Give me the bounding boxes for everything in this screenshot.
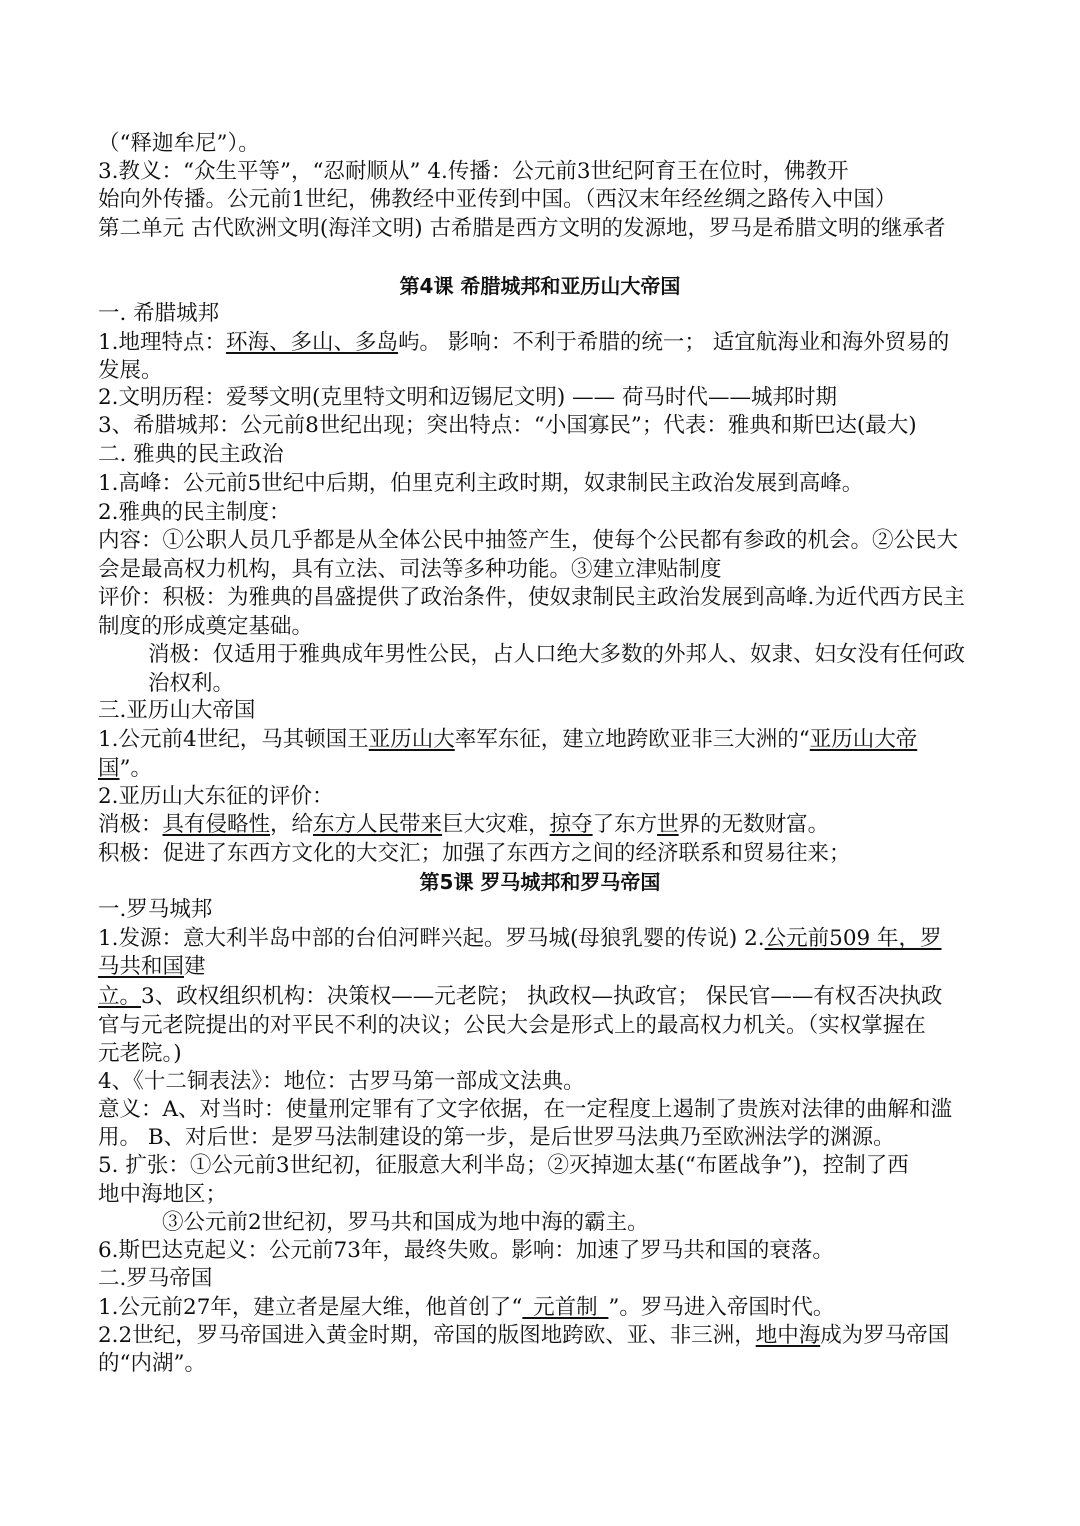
lesson-4-title: 第4课 希腊城邦和亚历山大帝国 <box>399 274 681 298</box>
text-line: 4、《十二铜表法》：地位：古罗马第一部成文法典。 <box>98 1069 585 1094</box>
text-line: 6.斯巴达克起义：公元前73年，最终失败。影响：加速了罗马共和国的衰落。 <box>98 1238 834 1263</box>
text-line: 制度的形成奠定基础。 <box>98 614 314 639</box>
text-span: 1.发源：意大利半岛中部的台伯河畔兴起。罗马城(母狼乳婴的传说) 2. <box>98 926 765 951</box>
underlined-text: 立。 <box>98 984 142 1009</box>
text-line: 1.高峰：公元前5世纪中后期，伯里克利主政时期，奴隶制民主政治发展到高峰。 <box>98 471 864 496</box>
text-line: 意义：A、对当时：使量刑定罪有了文字依据，在一定程度上遏制了贵族对法律的曲解和滥 <box>98 1097 953 1122</box>
underlined-text: 地中海 <box>755 1323 821 1348</box>
text-span: 1.地理特点： <box>98 330 227 355</box>
text-line <box>98 925 1020 953</box>
lesson-5-title: 第5课 罗马城邦和罗马帝国 <box>419 870 661 894</box>
text-span: 3、政权组织机构：决策权——元老院； 执政权—执政官； 保民官——有权否决执政 <box>141 984 943 1009</box>
text-span: 1.公元前27年，建立者是屋大维，他首创了“ <box>98 1295 523 1320</box>
text-span: ”。罗马进入帝国时代。 <box>608 1295 835 1320</box>
text-span: 消极： <box>98 812 163 837</box>
text-line <box>98 1322 1020 1350</box>
text-span: 巨大灾难， <box>442 812 550 837</box>
section-heading: 二.罗马帝国 <box>98 1266 213 1291</box>
text-line <box>98 1294 1020 1322</box>
text-span: 率军东征，建立地跨欧亚非三大洲的“ <box>454 727 810 752</box>
text-line: 会是最高权力机构，具有立法、司法等多种功能。③建立津贴制度 <box>98 557 722 582</box>
underlined-text: _元首制_ <box>522 1295 609 1320</box>
underlined-text: 环海、多山、多岛 <box>226 330 399 355</box>
underlined-text: 亚历山大 <box>368 727 455 752</box>
section-heading: 一. 希腊城邦 <box>98 301 220 326</box>
text-span: ”。 <box>119 756 153 781</box>
text-line: 官与元老院提出的对平民不利的决议；公民大会是形式上的最高权力机关。（实权掌握在 <box>98 1013 926 1038</box>
text-line: 2.雅典的民主制度： <box>98 500 291 525</box>
text-line <box>98 726 1020 754</box>
underlined-text: 具有侵略性 <box>162 812 271 837</box>
text-line: 元老院。) <box>98 1041 182 1066</box>
section-heading: 三.亚历山大帝国 <box>98 698 256 723</box>
text-line <box>98 953 1020 981</box>
text-line: 消极：仅适用于雅典成年男性公民，占人口绝大多数的外邦人、奴隶、妇女没有任何政 <box>148 642 966 667</box>
text-span: 建 <box>184 954 206 979</box>
text-line <box>98 329 1020 357</box>
underlined-text: 马共和国 <box>98 954 185 979</box>
underlined-text: 世 <box>657 812 679 837</box>
text-line: 积极：促进了东西方文化的大交汇；加强了东西方之间的经济联系和贸易往来； <box>98 841 851 866</box>
text-line: 内容：①公职人员几乎都是从全体公民中抽签产生，使每个公民都有参政的机会。②公民大 <box>98 528 959 553</box>
text-span: 界的无数财富。 <box>678 812 830 837</box>
text-span: ，给 <box>270 812 314 837</box>
text-line <box>98 755 1020 783</box>
text-line: 发展。 <box>98 358 163 383</box>
text-span: 屿。 影响：不利于希腊的统一； 适宜航海业和海外贸易的 <box>398 330 950 355</box>
unit-heading: 第二单元 古代欧洲文明(海洋文明) 古希腊是西方文明的发源地，罗马是希腊文明的继承者 <box>98 216 946 241</box>
text-line: ③公元前2世纪初，罗马共和国成为地中海的霸主。 <box>162 1210 649 1235</box>
text-line: 5. 扩张：①公元前3世纪初，征服意大利半岛；②灭掉迦太基(“布匿战争”)，控制了西 <box>98 1153 909 1178</box>
text-span: 1.公元前4世纪，马其顿国王 <box>98 727 369 752</box>
text-span: 了东方 <box>592 812 658 837</box>
text-line: 2.亚历山大东征的评价： <box>98 784 334 809</box>
text-span: 2.2世纪，罗马帝国进入黄金时期，帝国的版图地跨欧、亚、非三洲， <box>98 1323 756 1348</box>
text-line: 用。 B、对后世：是罗马法制建设的第一步，是后世罗马法典乃至欧洲法学的渊源。 <box>98 1125 895 1150</box>
text-line: 治权利。 <box>148 671 235 696</box>
text-line: 3、希腊城邦：公元前8世纪出现；突出特点：“小国寡民”；代表：雅典和斯巴达(最大) <box>98 413 917 438</box>
text-line: 2.文明历程：爱琴文明(克里特文明和迈锡尼文明) —— 荷马时代——城邦时期 <box>98 385 837 410</box>
text-line <box>98 983 1020 1011</box>
text-line: 的“内湖”。 <box>98 1351 206 1376</box>
text-line: 地中海地区； <box>98 1182 228 1207</box>
text-line: （“释迦牟尼”）。 <box>98 131 260 156</box>
text-line: 评价：积极：为雅典的昌盛提供了政治条件，使奴隶制民主政治发展到高峰.为近代西方民主 <box>98 585 965 610</box>
text-line: 始向外传播。公元前1世纪，佛教经中亚传到中国。（西汉末年经丝绸之路传入中国） <box>98 187 897 212</box>
text-line: 3.教义：“众生平等”，“忍耐顺从” 4.传播：公元前3世纪阿育王在位时，佛教开 <box>98 159 849 184</box>
text-span: 成为罗马帝国 <box>820 1323 950 1348</box>
underlined-text: 公元前509 年，罗 <box>764 926 942 951</box>
underlined-text: 亚历山大帝 <box>809 727 918 752</box>
underlined-text: 国 <box>98 756 120 781</box>
underlined-text: 东方人民带来 <box>313 812 443 837</box>
underlined-text: 掠夺 <box>549 812 593 837</box>
section-heading: 一.罗马城邦 <box>98 897 213 922</box>
section-heading: 二. 雅典的民主政治 <box>98 442 284 467</box>
text-line <box>98 811 1020 839</box>
